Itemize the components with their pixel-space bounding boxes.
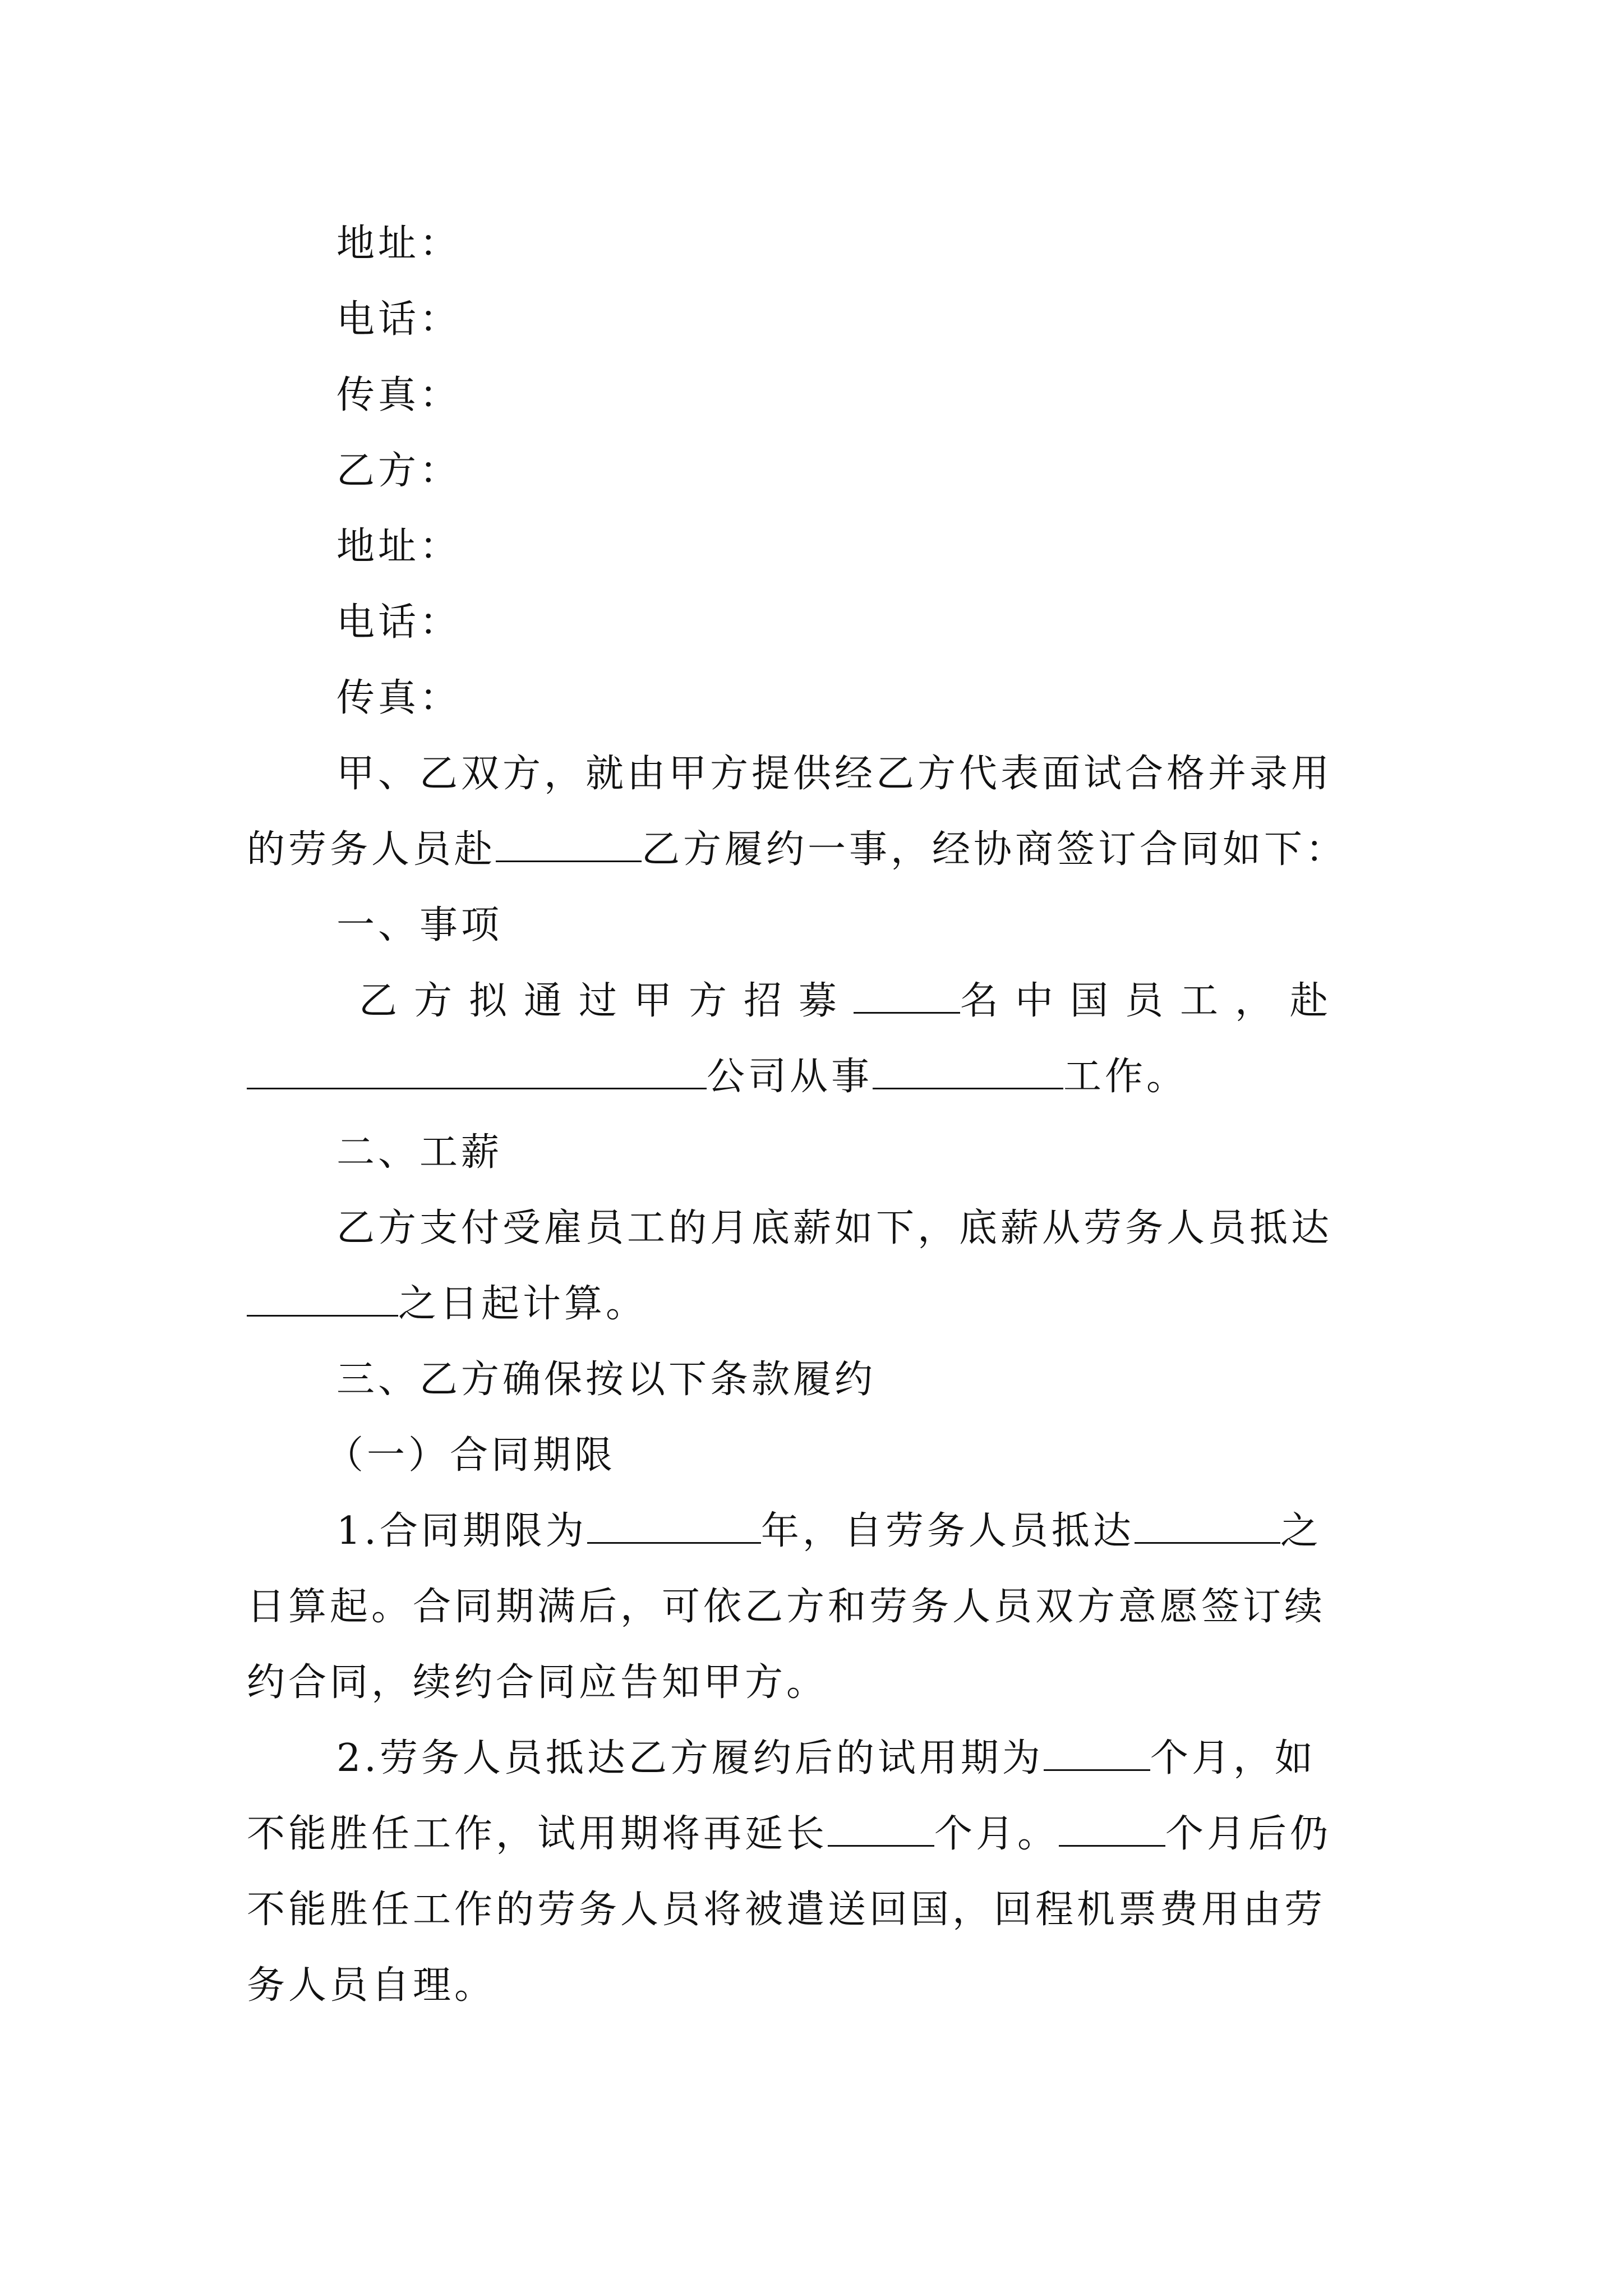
section-1-line-1-pre: 乙方拟通过甲方招募 — [359, 979, 854, 1023]
section-1-line-2 — [247, 1049, 1391, 1105]
item-2-line-1 — [336, 1731, 1391, 1787]
party-b-label: 乙方： — [336, 449, 462, 493]
term-arrival-blank — [1135, 1508, 1280, 1544]
subsection-contract-term: （一）合同期限 — [325, 1433, 616, 1478]
item-2-line-2-post: 个月后仍 — [1165, 1812, 1332, 1856]
item-1-line-1-mid: 年，自劳务人员抵达 — [760, 1509, 1135, 1553]
section-1-line-2-post: 工作。 — [1063, 1055, 1188, 1099]
item-1-line-3: 约合同，续约合同应告知甲方。 — [247, 1660, 828, 1705]
after-months-blank — [1059, 1811, 1165, 1847]
section-2-line-2-post: 之日起计算。 — [398, 1282, 648, 1326]
item-1-line-1 — [336, 1503, 1391, 1559]
section-2-line-1: 乙方支付受雇员工的月底薪如下，底薪从劳务人员抵达 — [336, 1206, 1333, 1250]
item-2-line-2 — [247, 1806, 1391, 1862]
item-2-line-2-mid: 个月。 — [934, 1812, 1059, 1856]
item-2-line-1-post: 个月，如 — [1150, 1736, 1316, 1780]
section-1-line-2-mid: 公司从事 — [707, 1055, 873, 1099]
intro-line-2-pre: 的劳务人员赴 — [247, 827, 496, 872]
intro-line-1: 甲、乙双方，就由甲方提供经乙方代表面试合格并录用 — [336, 752, 1333, 796]
destination-blank — [496, 827, 642, 862]
probation-months-blank — [1044, 1736, 1150, 1771]
item-2-line-2-pre: 不能胜任工作，试用期将再延长 — [247, 1812, 828, 1856]
intro-line-2 — [247, 822, 1391, 878]
party-a-address-label: 地址： — [336, 222, 462, 266]
intro-line-2-post: 乙方履约一事，经协商签订合同如下： — [642, 827, 1348, 872]
extension-months-blank — [828, 1811, 934, 1847]
party-b-fax-label: 传真： — [336, 676, 462, 720]
item-1-line-2: 日算起。合同期满后，可依乙方和劳务人员双方意愿签订续 — [247, 1585, 1326, 1629]
section-1-line-1 — [359, 973, 1391, 1029]
item-1-line-1-post: 之 — [1280, 1509, 1322, 1553]
party-a-fax-label: 传真： — [336, 373, 462, 417]
item-2-line-3: 不能胜任工作的劳务人员将被遣送回国，回程机票费用由劳 — [247, 1888, 1326, 1932]
term-years-blank — [587, 1508, 761, 1544]
arrival-blank — [247, 1281, 398, 1317]
item-2-line-4: 务人员自理。 — [247, 1963, 496, 2008]
party-b-address-label: 地址： — [336, 524, 462, 569]
job-blank — [873, 1054, 1063, 1089]
section-1-line-1-post: 名中国员工，赴 — [960, 979, 1345, 1023]
party-a-phone-label: 电话： — [336, 297, 462, 342]
section-3-heading: 三、乙方确保按以下条款履约 — [336, 1358, 877, 1402]
section-1-heading: 一、事项 — [336, 903, 503, 947]
item-2-line-1-pre: 2.劳务人员抵达乙方履约后的试用期为 — [336, 1736, 1044, 1780]
party-b-phone-label: 电话： — [336, 600, 462, 645]
section-2-heading: 二、工薪 — [336, 1130, 503, 1175]
item-1-line-1-pre: 1.合同期限为 — [336, 1509, 587, 1553]
section-2-line-2 — [247, 1276, 1391, 1332]
company-blank — [247, 1054, 707, 1089]
employee-count-blank — [854, 978, 960, 1014]
